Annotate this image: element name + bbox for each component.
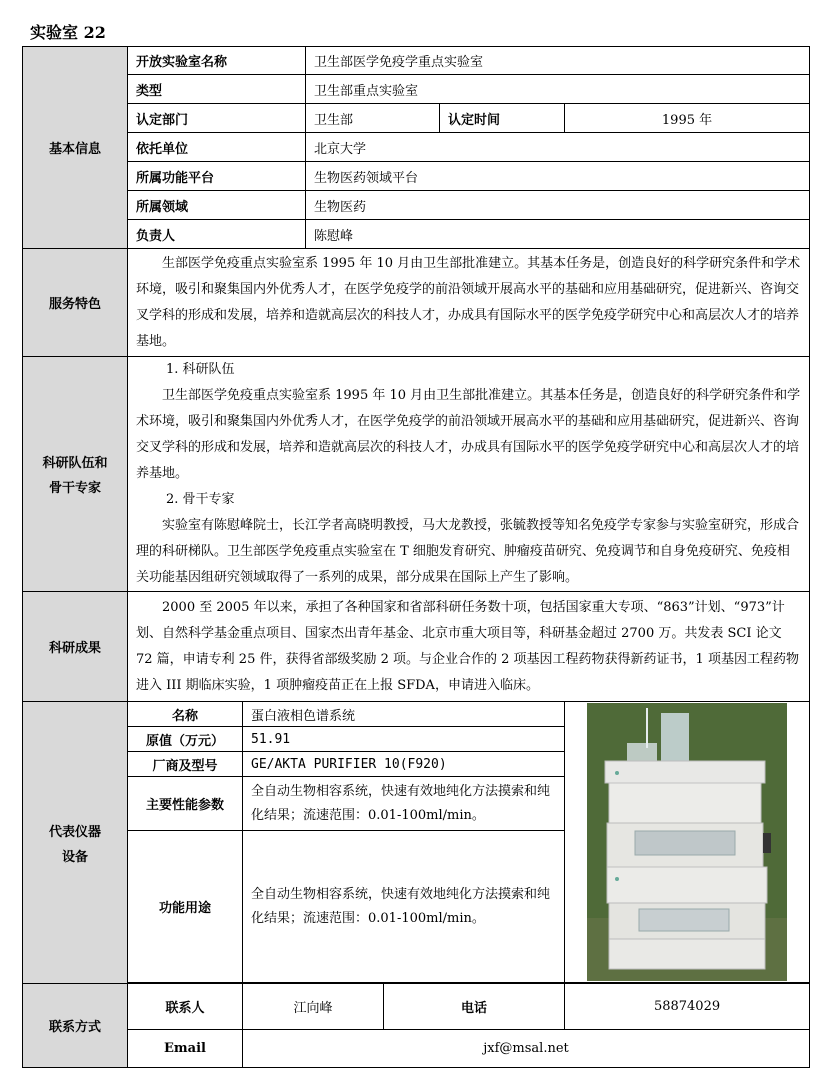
platform-label: 所属功能平台 [128, 162, 306, 191]
section-results: 科研成果 [23, 592, 128, 702]
head-label: 负责人 [128, 220, 306, 249]
field-value: 生物医药 [306, 191, 810, 220]
instrument-param-label: 主要性能参数 [128, 777, 243, 831]
team-paragraph-2: 实验室有陈慰峰院士，长江学者高晓明教授，马大龙教授，张毓教授等知名免疫学专家参与实验室研究，形成合理的科研梯队。卫生部医学免疫重点实验室在 T 细胞发育研究、肿瘤疫苗研究、免疫调节和自身免疫研究、免疫相关功能基因组研究领域取得了一系列的成果，部分成果在国际上产生了影响。 [136, 518, 800, 585]
section-team-line1: 科研队伍和 [42, 456, 108, 471]
contact-person-label: 联系人 [128, 984, 243, 1030]
section-basic-info: 基本信息 [23, 47, 128, 249]
row-field [23, 191, 810, 220]
row-dept [23, 104, 810, 133]
instrument-use-label: 功能用途 [128, 831, 243, 983]
team-paragraph-1: 卫生部医学免疫重点实验室系 1995 年 10 月由卫生部批准建立。其基本任务是，创造良好的科学研究条件和学术环境，吸引和聚集国内外优秀人才，在医学免疫学的前沿领域开展高水平的基础和应用基础研究，促进新兴、咨询交叉学科的形成和发展，培养和造就高层次的科技人才，办成具有国际水平的医学免疫学研究中心和高层次人才的培养基地。 [136, 388, 801, 481]
contact-email-value[interactable]: jxf@msal.net [243, 1030, 810, 1068]
instrument-price-value: 51.91 [243, 727, 565, 752]
section-team-line2: 骨干专家 [48, 481, 101, 496]
instrument-name-label: 名称 [128, 702, 243, 727]
type-label: 类型 [128, 75, 306, 104]
instrument-price-label: 原值（万元） [128, 727, 243, 752]
field-label: 所属领域 [128, 191, 306, 220]
results-text: 2000 至 2005 年以来，承担了各种国家和省部科研任务数十项，包括国家重大专项、“863”计划、“973”计划、自然科学基金重点项目、国家杰出青年基金、北京市重大项目等，科研基金超过 2700 万。共发表 SCI 论文 72 篇，申请专利 25 件，获得省部级奖励 2 项。与企业合作的 2 项基因工程药物获得新药证书，1 项基因工程药物进入 III 期临床实验，1 项肿瘤疫苗正在上报 SFDA，申请进入临床。 [136, 599, 799, 693]
instrument-maker-value: GE/AKTA PURIFIER 10(F920) [243, 752, 565, 777]
team-heading-1: 1. 科研队伍 [166, 362, 235, 377]
contact-person-value: 江向峰 [243, 984, 384, 1030]
row-type [23, 75, 810, 104]
row-team [23, 357, 810, 592]
section-instrument-line2: 设备 [61, 849, 88, 865]
row-instrument-name [23, 702, 810, 727]
section-instrument-line1: 代表仪器 [48, 824, 101, 840]
type-value: 卫生部重点实验室 [306, 75, 810, 104]
platform-value: 生物医药领域平台 [306, 162, 810, 191]
contact-email-label: Email [128, 1030, 243, 1068]
head-value: 陈慰峰 [306, 220, 810, 249]
instrument-maker-label: 厂商及型号 [128, 752, 243, 777]
section-service: 服务特色 [23, 249, 128, 357]
dept-value: 卫生部 [306, 104, 440, 133]
time-label: 认定时间 [440, 104, 565, 133]
row-head [23, 220, 810, 249]
row-contact-person [23, 984, 810, 1030]
chromatography-system-image [587, 703, 787, 981]
service-text: 生部医学免疫重点实验室系 1995 年 10 月由卫生部批准建立。其基本任务是，创造良好的科学研究条件和学术环境，吸引和聚集国内外优秀人才，在医学免疫学的前沿领域开展高水平的基础和应用基础研究，促进新兴、咨询交叉学科的形成和发展，培养和造就高层次的科技人才，办成具有国际水平的医学免疫学研究中心和高层次人才的培养基地。 [136, 255, 801, 349]
row-lab-name [23, 47, 810, 75]
section-team [23, 357, 128, 592]
instrument-param-value: 全自动生物相容系统，快速有效地纯化方法摸索和纯化结果；流速范围：0.01-100ml/min。 [243, 777, 565, 831]
row-results [23, 592, 810, 702]
section-contact: 联系方式 [23, 984, 128, 1068]
lab-name-label: 开放实验室名称 [128, 47, 306, 75]
contact-phone-value: 58874029 [565, 984, 810, 1030]
unit-value: 北京大学 [306, 133, 810, 162]
lab-info-table [22, 46, 810, 1068]
time-value: 1995 年 [565, 104, 810, 133]
lab-title: 实验室 22 [30, 23, 106, 42]
instrument-photo-cell [565, 702, 810, 983]
contact-phone-label: 电话 [384, 984, 565, 1030]
row-unit [23, 133, 810, 162]
row-platform [23, 162, 810, 191]
section-instrument [23, 702, 128, 984]
instrument-name-value: 蛋白液相色谱系统 [243, 702, 565, 727]
row-service [23, 249, 810, 357]
lab-name-value: 卫生部医学免疫学重点实验室 [306, 47, 810, 75]
unit-label: 依托单位 [128, 133, 306, 162]
dept-label: 认定部门 [128, 104, 306, 133]
team-heading-2: 2. 骨干专家 [166, 492, 235, 507]
row-contact-email [23, 1030, 810, 1068]
instrument-use-value: 全自动生物相容系统，快速有效地纯化方法摸索和纯化结果；流速范围：0.01-100ml/min。 [243, 831, 565, 983]
instrument-photo [587, 703, 787, 981]
